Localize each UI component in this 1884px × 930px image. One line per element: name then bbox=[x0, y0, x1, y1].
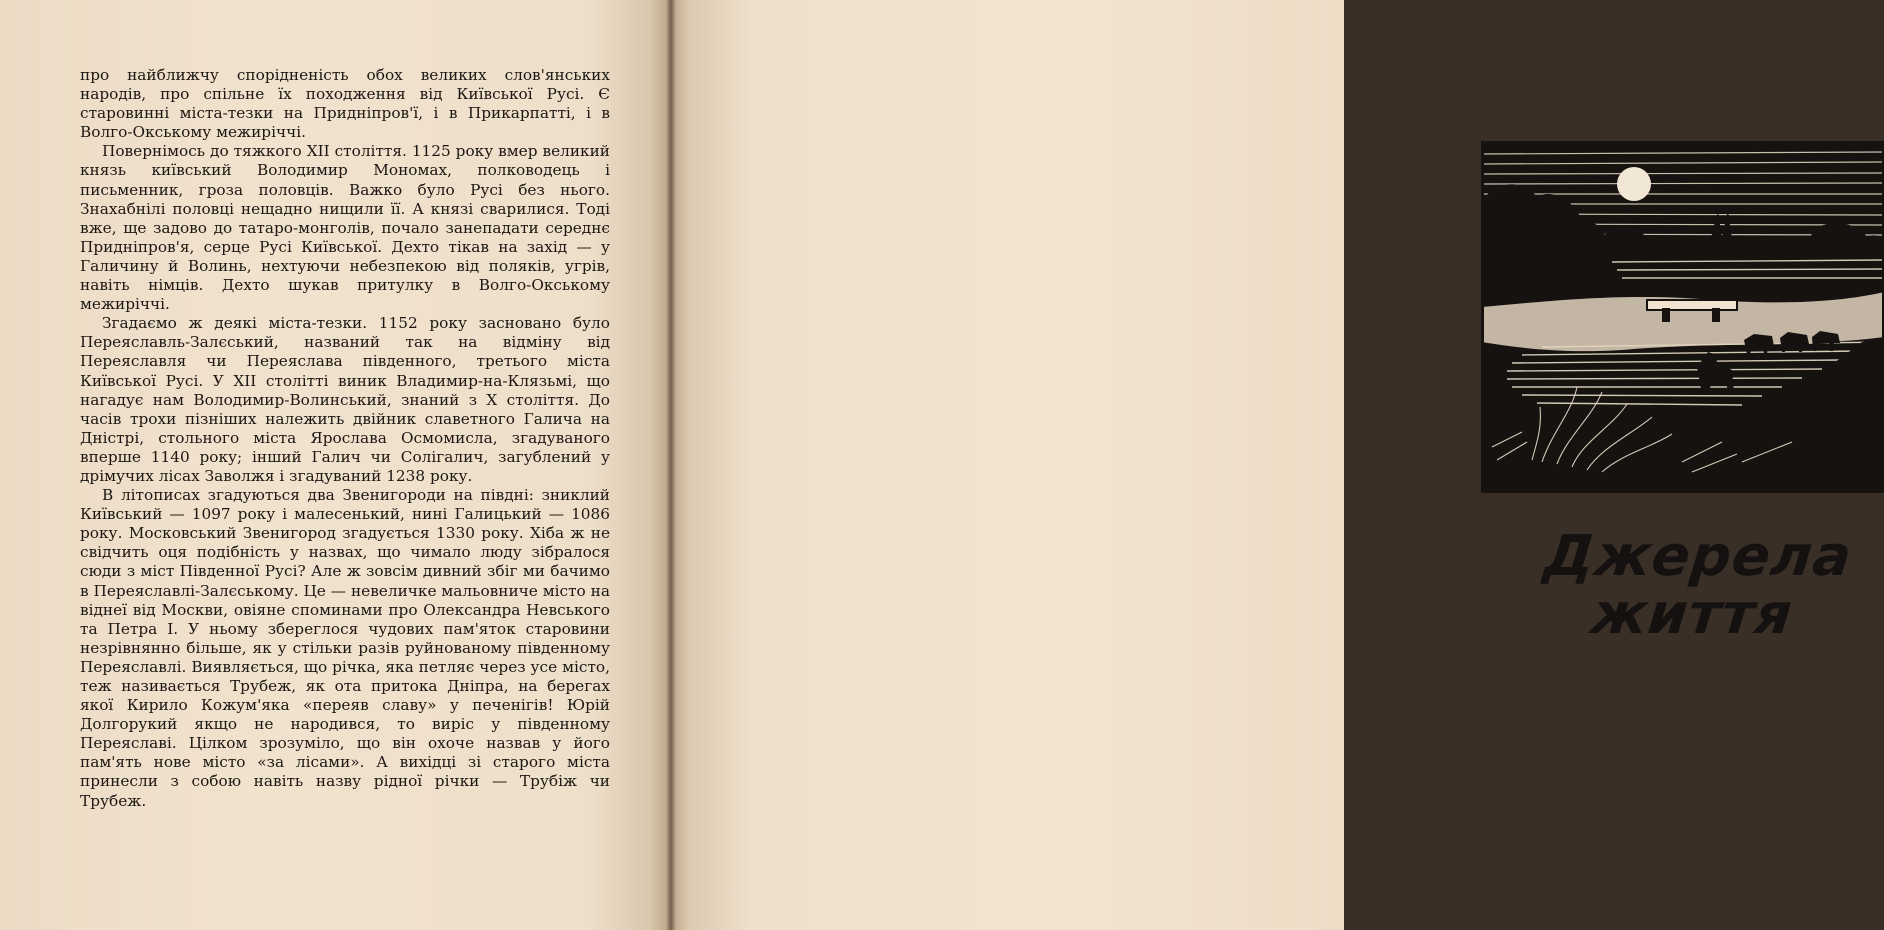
paragraph-4: В літописах згадуються два Звенигороди на півдні: зниклий Київський — 1097 року і малесенький, нині Галицький — 1086 року. Московський Звенигород згадується 1330 року. Хіба ж не свідчить оця подібність у назвах, що чимало люду зібралося сюди з міст Південної Русі? Але ж зовсім дивний збіг ми бачимо в Переяславлі-Залєському. Це — невеличке мальовниче місто на віднеї від Москви, овіяне споминами про Олександра Невського та Петра І. У ньому збереглося чудових пам'яток старовини незрівнянно більше, як у стільки разів руйнованому південному Переяславлі. Виявляється, що річка, яка петляє через усе місто, теж називається Трубеж, як ота притока Дніпра, на берегах якої Кирило Кожум'яка «переяв славу» у печенігів! Юрій Долгорукий якщо не народився, то виріс у південному Переяславі. Цілком зрозуміло, що він охоче назвав у його пам'ять нове місто «за лісами». А вихідці зі старого міста принесли з собою навіть назву рідної річки — Трубіж чи Трубеж. bbox=[80, 486, 610, 810]
woodcut-illustration bbox=[1482, 142, 1884, 492]
left-page bbox=[0, 0, 670, 930]
moon-icon bbox=[1617, 167, 1651, 201]
paragraph-2: Повернімось до тяжкого XII століття. 1125 року вмер великий князь київський Володимир Мономах, полководець і письменник, гроза половців. Важко було Русі без нього. Знахабнілі половці нещадно нищили її. А князі сварилися. Тоді вже, ще задово до татаро-монголів, почало занепадати середнє Придніпров'я, серце Русі Київської. Дехто тікав на захід — у Галичину й Волинь, нехтуючи небезпекою від поляків, угрів, навіть німців. Дехто шукав притулку в Волго-Окському межиріччі. bbox=[80, 142, 610, 314]
body-text bbox=[80, 66, 610, 811]
title-line-1: Джерела bbox=[1540, 524, 1856, 589]
chapter-title bbox=[1524, 524, 1866, 647]
landscape-engraving bbox=[1482, 142, 1884, 492]
paragraph-1: про найближчу спорідненість обох великих слов'янських народів, про спільне їх походження від Київської Русі. Є старовинні міста-тезки на Придніпров'ї, і в Прикарпатті, і в Волго-Окському межиріччі. bbox=[80, 66, 610, 142]
title-line-2: життя bbox=[1588, 582, 1796, 647]
right-page bbox=[670, 0, 1856, 930]
paragraph-3: Згадаємо ж деякі міста-тезки. 1152 року засновано було Переяславль-Залєський, названий так на відміну від Переяславля чи Переяслава південного, третього міста Київської Русі. У XII столітті виник Владимир-на-Клязьмі, що нагадує нам Володимир-Волинський, знаний з X століття. До часів трохи пізніших належить двійник славетного Галича на Дністрі, стольного міста Ярослава Осмомисла, згадуваного вперше 1140 року; інший Галич чи Солігалич, загублений у дрімучих лісах Заволжя і згадуваний 1238 року. bbox=[80, 314, 610, 485]
book-gutter bbox=[666, 0, 676, 930]
